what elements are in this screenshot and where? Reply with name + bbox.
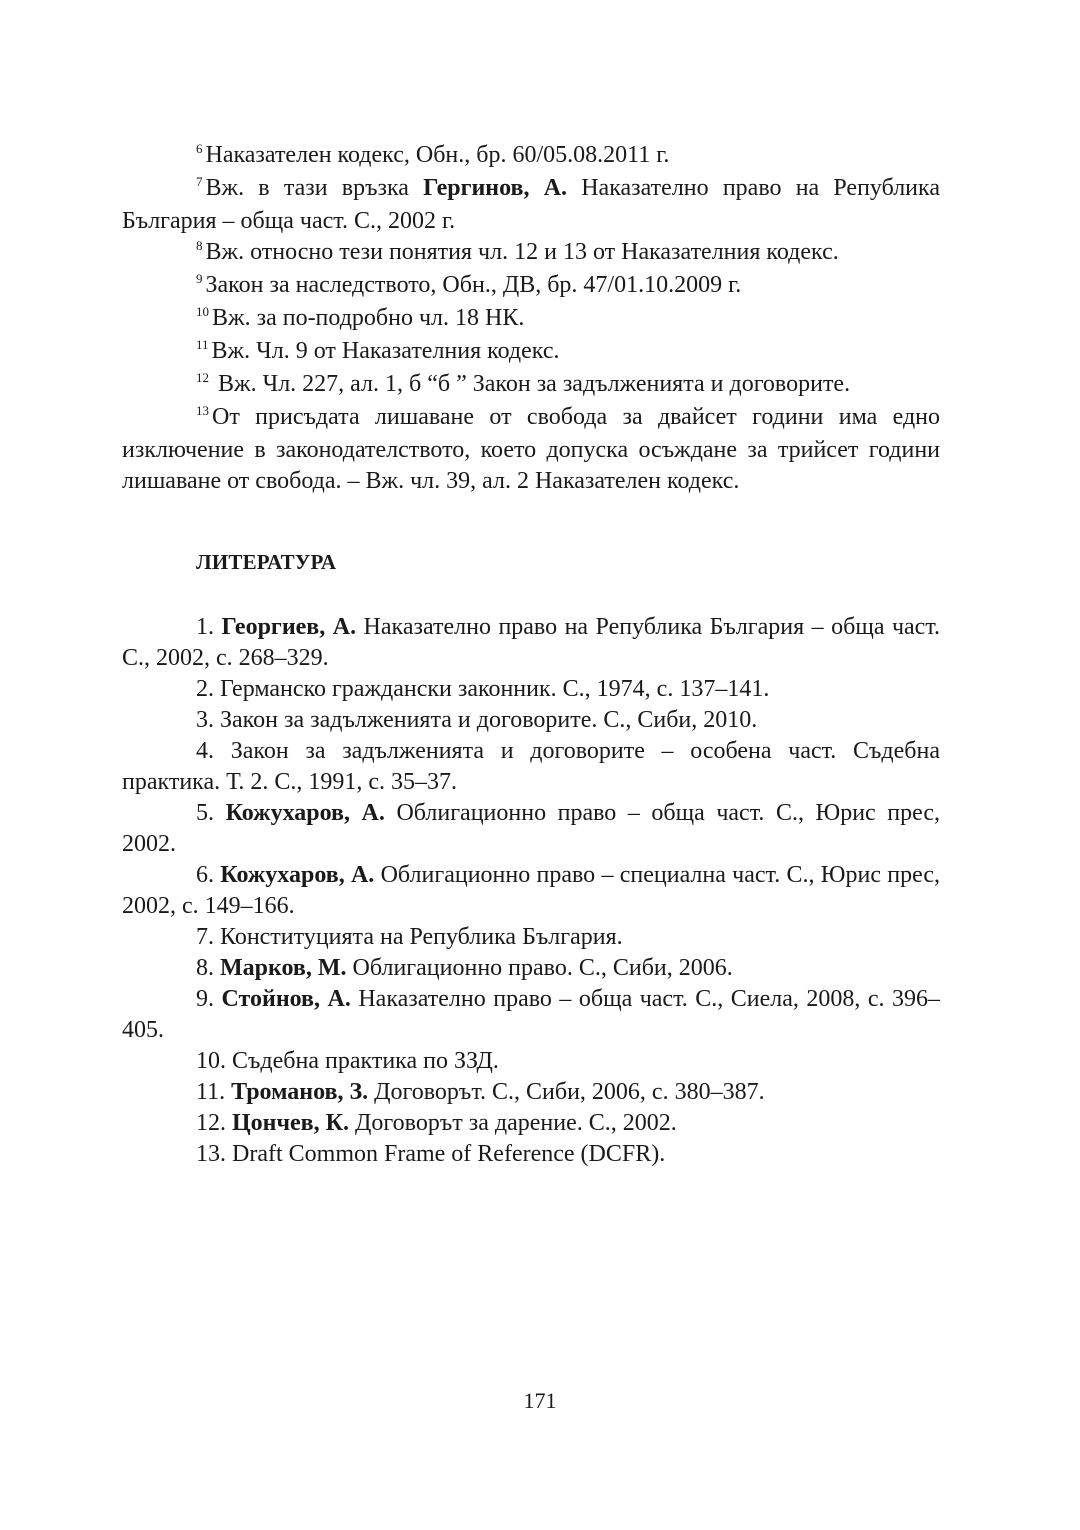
item-number: 11. [196, 1079, 226, 1105]
bibliography-item [122, 736, 940, 798]
item-number: 12. [196, 1110, 226, 1136]
footnote [122, 270, 940, 303]
footnote-number: 7 [196, 174, 203, 189]
bibliography-item [122, 860, 940, 922]
footnote-author: Гергинов, А. [423, 175, 568, 201]
footnote-text: Закон за наследството, Обн., ДВ, бр. 47/01.10.2009 г. [205, 272, 742, 298]
item-number: 3. [196, 707, 214, 733]
footnote [122, 336, 940, 369]
footnotes-section [122, 140, 940, 497]
item-text: Закон за задълженията и договорите – особена част. Съдебна практика. Т. 2. С., 1991, с. 35–37. [122, 738, 940, 795]
literature-heading: ЛИТЕРАТУРА [196, 550, 337, 574]
item-author: Кожухаров, А. [220, 862, 375, 888]
bibliography-item [122, 1139, 940, 1170]
footnote-text: Вж. в тази връзка [205, 175, 424, 201]
item-number: 9. [196, 986, 214, 1012]
item-text: Договорът. С., Сиби, 2006, с. 380–387. [368, 1079, 765, 1105]
item-text: Наказателно право на Република България – обща част. С., 2002, с. 268–329. [122, 614, 940, 671]
footnote-number: 6 [196, 141, 203, 156]
bibliography-item [122, 1108, 940, 1139]
footnote-number: 9 [196, 271, 203, 286]
bibliography-item [122, 1046, 940, 1077]
footnote-text: Вж. Чл. 227, ал. 1, б “б ” Закон за задълженията и договорите. [212, 371, 851, 397]
footnote-text: Наказателно право на Република България – обща част. С., 2002 г. [122, 175, 940, 234]
footnote-number: 13 [196, 403, 209, 418]
footnote [122, 140, 940, 173]
bibliography-item [122, 984, 940, 1046]
item-author: Марков, М. [220, 955, 347, 981]
item-text: Облигационно право – специална част. С., Юрис прес, 2002, с. 149–166. [122, 862, 940, 919]
footnote-text: Вж. Чл. 9 от Наказателния кодекс. [211, 338, 560, 364]
item-number: 8. [196, 955, 214, 981]
footnote-number: 11 [196, 337, 209, 352]
item-number: 2. [196, 676, 214, 702]
bibliography-item [122, 705, 940, 736]
bibliography-list [122, 612, 940, 1170]
footnote [122, 369, 940, 402]
item-text: Облигационно право. С., Сиби, 2006. [346, 955, 733, 981]
item-text: Съдебна практика по ЗЗД. [232, 1048, 499, 1074]
bibliography-item [122, 612, 940, 674]
item-text: Draft Common Frame of Reference (DCFR). [232, 1141, 666, 1167]
page-number: 171 [523, 1388, 557, 1413]
item-text: Конституцията на Република България. [220, 924, 623, 950]
item-number: 13. [196, 1141, 226, 1167]
item-number: 7. [196, 924, 214, 950]
item-text: Германско граждански законник. С., 1974, с. 137–141. [220, 676, 770, 702]
bibliography-item [122, 922, 940, 953]
item-text: Наказателно право – обща част. С., Сиела, 2008, с. 396–405. [122, 986, 941, 1043]
bibliography-item [122, 1077, 940, 1108]
footnote [122, 303, 940, 336]
item-author: Кожухаров, А. [225, 800, 385, 826]
item-text: Облигационно право – обща част. С., Юрис прес, 2002. [122, 800, 940, 857]
footnote-number: 8 [196, 238, 203, 253]
item-number: 1. [196, 614, 214, 640]
footnote-text: Вж. за по-подробно чл. 18 НК. [212, 305, 525, 331]
footnote [122, 173, 940, 237]
item-author: Георгиев, А. [221, 614, 357, 640]
item-text: Договорът за дарение. С., 2002. [349, 1110, 677, 1136]
item-number: 10. [196, 1048, 226, 1074]
footnote [122, 237, 940, 270]
footnote-text: От присъдата лишаване от свобода за двайсет години има едно изключение в законодателството, което допуска осъждане за трийсет години лишаване от свобода. – Вж. чл. 39, ал. 2 Наказателен кодекс. [122, 404, 940, 494]
item-author: Стойнов, А. [221, 986, 351, 1012]
item-author: Цончев, К. [232, 1110, 350, 1136]
footnote-number: 10 [196, 304, 209, 319]
item-number: 5. [196, 800, 214, 826]
item-number: 4. [196, 738, 214, 764]
footnote-number: 12 [196, 370, 209, 385]
item-text: Закон за задълженията и договорите. С., Сиби, 2010. [220, 707, 758, 733]
item-author: Троманов, З. [231, 1079, 369, 1105]
bibliography-item [122, 674, 940, 705]
footnote [122, 402, 940, 497]
footnote-text: Вж. относно тези понятия чл. 12 и 13 от Наказателния кодекс. [205, 239, 839, 265]
bibliography-item [122, 798, 940, 860]
footnote-text: Наказателен кодекс, Обн., бр. 60/05.08.2011 г. [205, 142, 670, 168]
bibliography-item [122, 953, 940, 984]
item-number: 6. [196, 862, 214, 888]
